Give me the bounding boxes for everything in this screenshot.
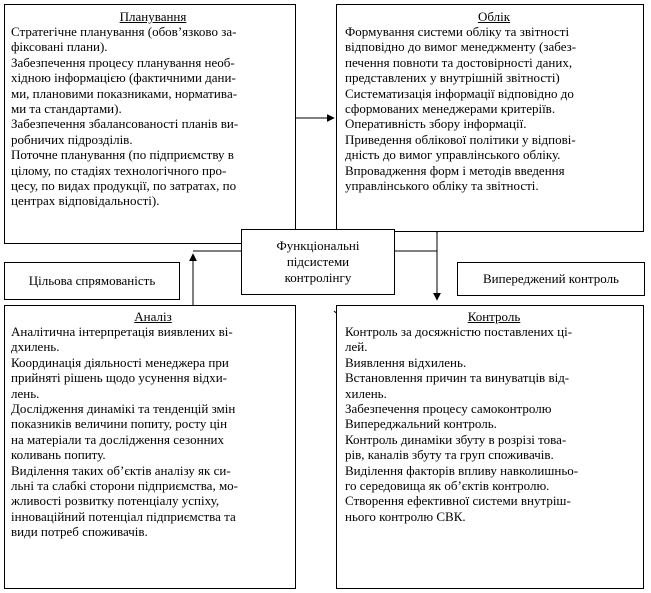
center-line: підсистеми xyxy=(286,254,350,269)
control-line: Встановлення причин та винуватців від- xyxy=(345,370,570,386)
planning-line: ми та стандартами). xyxy=(11,101,122,117)
planning-line: цілому, по стадіях технологічного про- xyxy=(11,162,227,178)
accounting-title: Облік xyxy=(477,9,511,24)
accounting-box xyxy=(336,4,644,232)
proactive-control-box xyxy=(457,262,645,296)
analysis-line: показників величини попиту, росту цін xyxy=(11,416,228,432)
control-line: рів, каналів збуту та груп споживачів. xyxy=(345,447,554,463)
control-line: го середовища як об’єктів контролю. xyxy=(345,478,550,494)
control-title: Контроль xyxy=(467,309,521,324)
analysis-line: Координація діяльності менеджера при xyxy=(11,354,229,370)
analysis-line: лень. xyxy=(11,385,40,401)
control-line: Виявлення відхилень. xyxy=(345,354,467,370)
center-line: контролінгу xyxy=(284,270,352,285)
accounting-line: Формування системи обліку та звітності xyxy=(345,24,570,39)
planning-line: Поточне планування (по підприємству в xyxy=(11,147,234,163)
targeting-label: Цільова спрямованість xyxy=(28,273,156,288)
planning-line: Забезпечення процесу планування необ- xyxy=(11,54,235,70)
targeting-box xyxy=(4,262,180,300)
analysis-line: Дослідження динамікі та тенденцій змін xyxy=(11,401,236,417)
planning-box xyxy=(4,4,296,244)
planning-line: центрах відповідальності). xyxy=(11,193,160,209)
planning-title: Планування xyxy=(119,9,187,24)
planning-line: робничих підрозділів. xyxy=(11,131,133,147)
analysis-title: Аналіз xyxy=(134,309,172,324)
planning-line: ми, плановими показниками, нормативa- xyxy=(11,85,238,101)
analysis-line: на матеріали та дослідження сезонних xyxy=(11,431,224,447)
accounting-line: сформованих менеджерами критеріїв. xyxy=(345,101,556,117)
analysis-line: коливань попиту. xyxy=(11,447,106,463)
accounting-line: управлінського обліку та звітності. xyxy=(345,178,539,194)
accounting-line: Оперативність збору інформації. xyxy=(345,116,527,132)
accounting-line: представлених у внутрішній звітності) xyxy=(345,70,560,86)
control-line: Створення ефективної системи внутріш- xyxy=(345,493,571,509)
analysis-line: Виділення таких об’єктів аналізу як си- xyxy=(11,462,231,478)
planning-line: хідною інформацією (фактичними дани- xyxy=(11,70,236,86)
control-line: Контроль за досяжністю поставлених ці- xyxy=(345,324,573,339)
control-line: нього контролю СВК. xyxy=(345,508,466,524)
control-line: Випереджальний контроль. xyxy=(345,416,497,432)
accounting-line: Впровадження форм і методів введення xyxy=(345,162,565,178)
accounting-line: Систематизація інформації відповідно до xyxy=(345,85,574,101)
planning-lines xyxy=(11,24,295,209)
analysis-line: льні та слабкі сторони підприємства, мо- xyxy=(11,478,239,494)
analysis-lines xyxy=(11,324,295,540)
analysis-line: дхилень. xyxy=(11,339,60,355)
center-box xyxy=(241,229,395,295)
analysis-line: інноваційний потенціал підприємства та xyxy=(11,508,236,524)
control-line: лей. xyxy=(345,339,368,355)
accounting-line: відповідно до вимог менеджменту (забез- xyxy=(345,39,577,55)
analysis-line: Аналітична інтерпретація виявлених ві- xyxy=(11,324,233,339)
control-line: Забезпечення процесу самоконтролю xyxy=(345,401,552,417)
analysis-line: види потреб споживачів. xyxy=(11,524,148,540)
accounting-line: дність до вимог управлінського обліку. xyxy=(345,147,561,163)
analysis-box xyxy=(4,305,296,589)
control-line: хилень. xyxy=(345,385,387,401)
planning-line: Забезпечення збалансованості планів ви- xyxy=(11,116,239,132)
analysis-line: жливості розвитку потенціалу успіху, xyxy=(11,493,220,509)
control-line: Контроль динаміки збуту в розрізі това- xyxy=(345,431,567,447)
proactive-control-label: Випереджений контроль xyxy=(483,271,619,286)
planning-line: Стратегічне планування (обов’язково за- xyxy=(11,24,237,39)
analysis-line: прийняті рішень щодо усунення відхи- xyxy=(11,370,227,386)
control-lines xyxy=(345,324,643,524)
accounting-lines xyxy=(345,24,643,193)
planning-line: цесу, по видах продукції, по затратах, по xyxy=(11,178,237,194)
accounting-line: Приведення облікової політики у відпові- xyxy=(345,131,576,147)
planning-line: фіксовані плани). xyxy=(11,39,108,55)
control-line: Виділення факторів впливу навколишньо- xyxy=(345,462,579,478)
center-line: Функціональні xyxy=(276,238,360,253)
accounting-line: печення повноти та достовірності даних, xyxy=(345,54,573,70)
control-box xyxy=(336,305,644,589)
